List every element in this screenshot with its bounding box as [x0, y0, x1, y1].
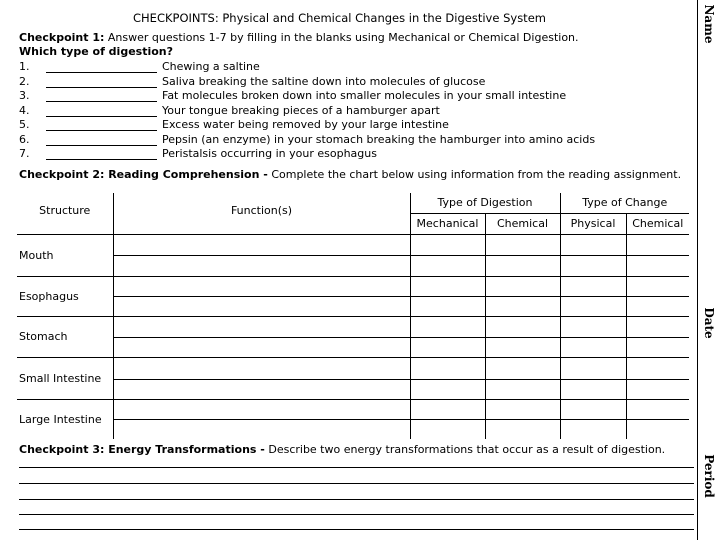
checkpoint1-label: Checkpoint 1:	[19, 31, 105, 44]
table-row	[17, 316, 689, 337]
mechanical-cell[interactable]	[410, 399, 485, 419]
chemical-cell[interactable]	[485, 234, 560, 255]
mechanical-cell[interactable]	[410, 357, 485, 379]
checkpoint2-label: Checkpoint 2: Reading Comprehension -	[19, 168, 268, 181]
function-cell[interactable]	[113, 276, 410, 296]
type-of-change-header: Type of Change	[560, 193, 689, 213]
chemical-digestion-header: Chemical	[485, 213, 560, 234]
checkpoint3-instruction: Describe two energy transformations that occur as a result of digestion.	[268, 443, 666, 456]
chemical-cell[interactable]	[485, 399, 560, 419]
physical-cell[interactable]	[560, 379, 626, 399]
table-row	[17, 234, 689, 255]
item-number: 4.	[19, 104, 30, 117]
physical-cell[interactable]	[560, 316, 626, 337]
physical-header: Physical	[560, 213, 626, 234]
item-text: Excess water being removed by your large intestine	[162, 118, 449, 131]
item-number: 7.	[19, 147, 30, 160]
answer-line[interactable]	[19, 499, 694, 500]
item-number: 6.	[19, 133, 30, 146]
function-cell[interactable]	[113, 337, 410, 357]
checkpoint2-instruction: Complete the chart below using information from the reading assignment.	[271, 168, 682, 181]
answer-line[interactable]	[19, 514, 694, 515]
table-row	[17, 419, 689, 439]
item-text: Pepsin (an enzyme) in your stomach breaking the hamburger into amino acids	[162, 133, 596, 146]
period-label: Period	[702, 454, 716, 498]
item-text: Fat molecules broken down into smaller molecules in your small intestine	[162, 89, 567, 102]
table-row	[17, 337, 689, 357]
chemical-cell[interactable]	[485, 255, 560, 276]
answer-line[interactable]	[19, 529, 694, 530]
chemical-change-cell[interactable]	[626, 357, 689, 379]
chemical-cell[interactable]	[485, 316, 560, 337]
function-cell[interactable]	[113, 357, 410, 379]
mechanical-cell[interactable]	[410, 296, 485, 316]
structure-cell: Stomach	[17, 316, 113, 357]
mechanical-cell[interactable]	[410, 419, 485, 439]
digestion-chart	[17, 193, 689, 439]
answer-blank[interactable]	[46, 61, 157, 73]
answer-blank[interactable]	[46, 119, 157, 131]
structure-cell: Esophagus	[17, 276, 113, 316]
item-text: Chewing a saltine	[162, 60, 260, 73]
item-number: 5.	[19, 118, 30, 131]
function-header: Function(s)	[113, 193, 410, 234]
page-title: CHECKPOINTS: Physical and Chemical Changes in the Digestive System	[133, 11, 546, 25]
table-row	[17, 379, 689, 399]
table-row	[17, 357, 689, 379]
answer-blank[interactable]	[46, 90, 157, 102]
answer-blank[interactable]	[46, 148, 157, 160]
physical-cell[interactable]	[560, 296, 626, 316]
chemical-change-cell[interactable]	[626, 316, 689, 337]
function-cell[interactable]	[113, 255, 410, 276]
chart-header-row	[17, 193, 689, 213]
answer-blank[interactable]	[46, 105, 157, 117]
checkpoint2-heading	[19, 168, 681, 181]
chemical-cell[interactable]	[485, 419, 560, 439]
mechanical-cell[interactable]	[410, 255, 485, 276]
chemical-change-cell[interactable]	[626, 399, 689, 419]
physical-cell[interactable]	[560, 399, 626, 419]
item-text: Peristalsis occurring in your esophagus	[162, 147, 377, 160]
chemical-change-header: Chemical	[626, 213, 689, 234]
mechanical-header: Mechanical	[410, 213, 485, 234]
item-number: 3.	[19, 89, 30, 102]
checkpoint1-question: Which type of digestion?	[19, 45, 174, 58]
chemical-change-cell[interactable]	[626, 296, 689, 316]
chemical-change-cell[interactable]	[626, 337, 689, 357]
item-text: Saliva breaking the saltine down into molecules of glucose	[162, 75, 486, 88]
function-cell[interactable]	[113, 419, 410, 439]
answer-blank[interactable]	[46, 134, 157, 146]
chemical-cell[interactable]	[485, 276, 560, 296]
type-of-digestion-header: Type of Digestion	[410, 193, 560, 213]
function-cell[interactable]	[113, 316, 410, 337]
mechanical-cell[interactable]	[410, 337, 485, 357]
chemical-change-cell[interactable]	[626, 234, 689, 255]
structure-cell: Mouth	[17, 234, 113, 276]
date-label: Date	[702, 307, 716, 339]
checkpoint3-label: Checkpoint 3: Energy Transformations -	[19, 443, 265, 456]
checkpoint1-heading	[19, 31, 579, 44]
table-row	[17, 399, 689, 419]
function-cell[interactable]	[113, 234, 410, 255]
answer-blank[interactable]	[46, 76, 157, 88]
physical-cell[interactable]	[560, 234, 626, 255]
function-cell[interactable]	[113, 296, 410, 316]
mechanical-cell[interactable]	[410, 276, 485, 296]
physical-cell[interactable]	[560, 419, 626, 439]
item-text: Your tongue breaking pieces of a hamburger apart	[162, 104, 440, 117]
mechanical-cell[interactable]	[410, 379, 485, 399]
chemical-cell[interactable]	[485, 379, 560, 399]
chemical-cell[interactable]	[485, 337, 560, 357]
table-row	[17, 255, 689, 276]
structure-cell: Small Intestine	[17, 357, 113, 399]
chemical-cell[interactable]	[485, 296, 560, 316]
chemical-cell[interactable]	[485, 357, 560, 379]
chemical-change-cell[interactable]	[626, 419, 689, 439]
structure-cell: Large Intestine	[17, 399, 113, 439]
answer-line[interactable]	[19, 467, 694, 468]
physical-cell[interactable]	[560, 337, 626, 357]
chemical-change-cell[interactable]	[626, 379, 689, 399]
physical-cell[interactable]	[560, 255, 626, 276]
physical-cell[interactable]	[560, 357, 626, 379]
table-row	[17, 276, 689, 296]
physical-cell[interactable]	[560, 276, 626, 296]
checkpoint1-instruction: Answer questions 1-7 by filling in the blanks using Mechanical or Chemical Digestion.	[107, 31, 579, 44]
function-cell[interactable]	[113, 379, 410, 399]
chemical-change-cell[interactable]	[626, 255, 689, 276]
name-label: Name	[702, 4, 716, 44]
chemical-change-cell[interactable]	[626, 276, 689, 296]
answer-line[interactable]	[19, 483, 694, 484]
item-number: 2.	[19, 75, 30, 88]
mechanical-cell[interactable]	[410, 234, 485, 255]
item-number: 1.	[19, 60, 30, 73]
table-row	[17, 296, 689, 316]
checkpoint3-heading	[19, 443, 665, 456]
structure-header: Structure	[17, 193, 113, 234]
function-cell[interactable]	[113, 399, 410, 419]
mechanical-cell[interactable]	[410, 316, 485, 337]
